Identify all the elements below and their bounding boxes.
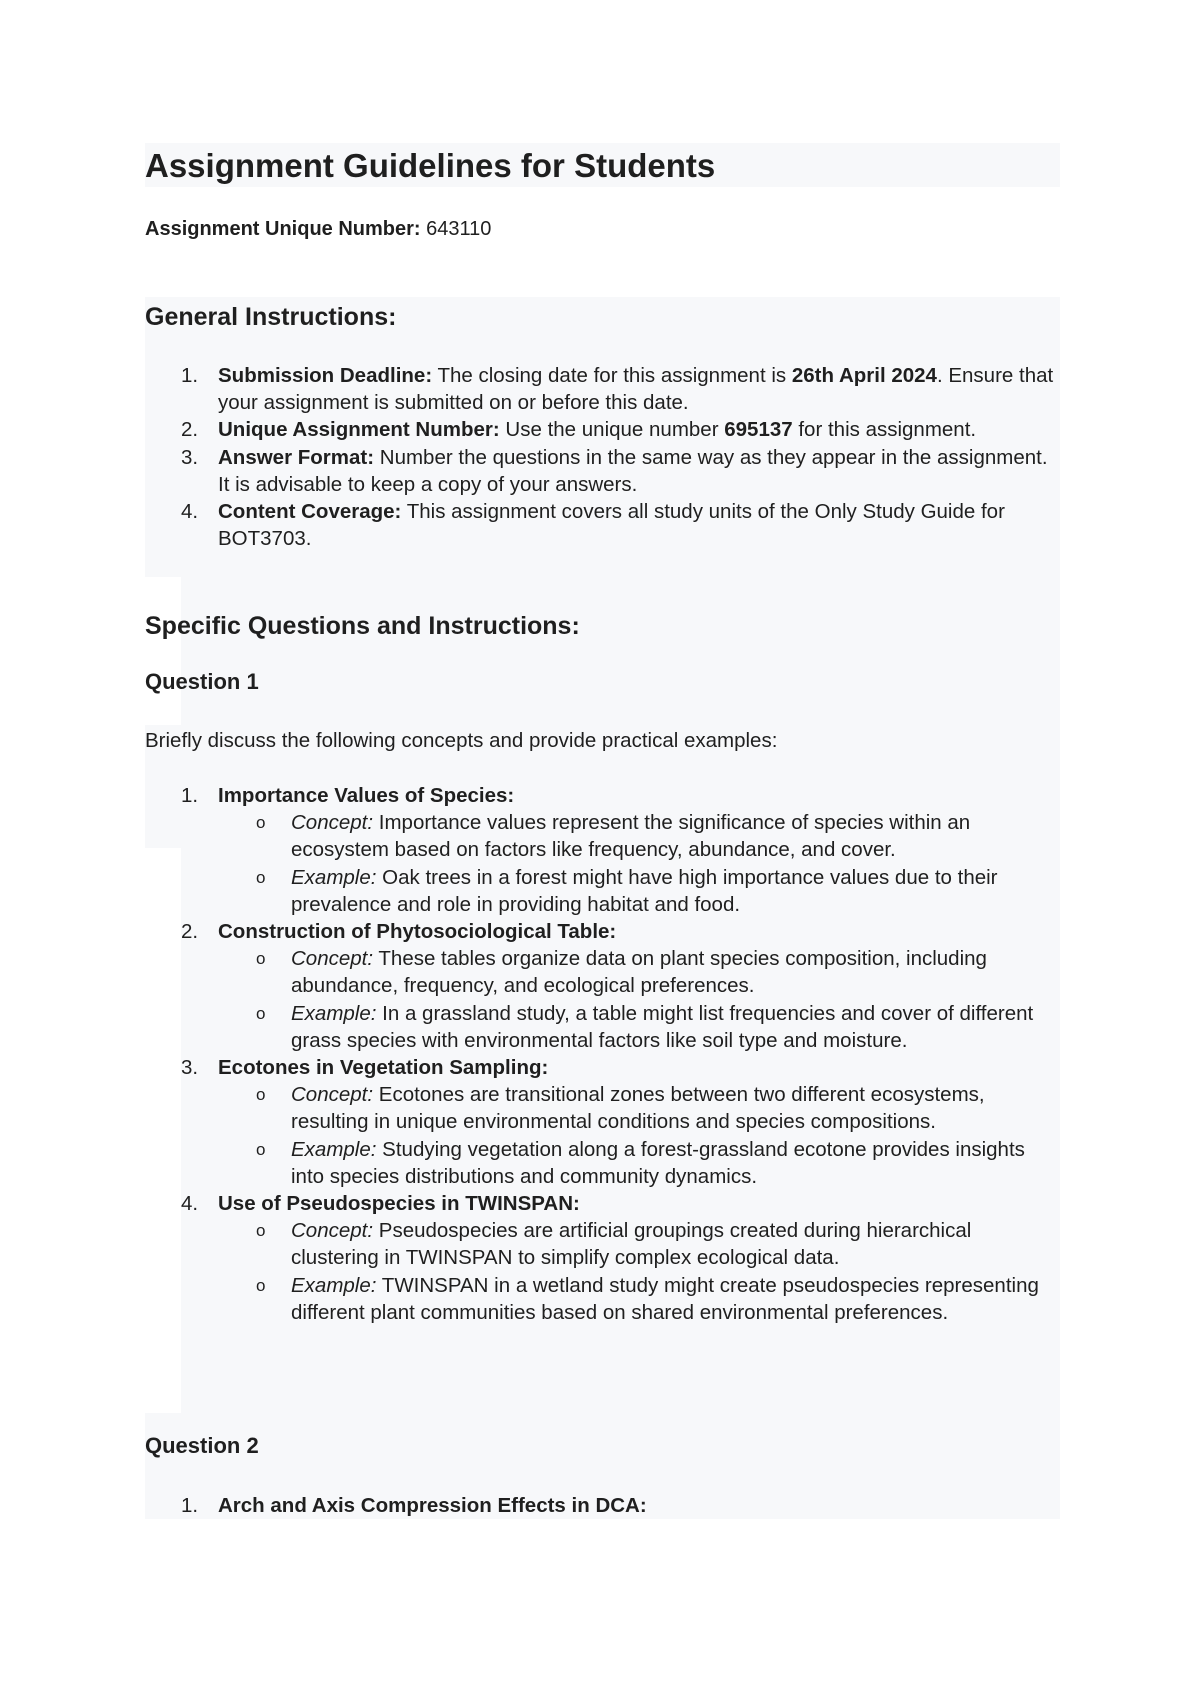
concept-text: Importance values represent the significance of species within an ecosystem based on factors like frequency, abundance, and cover. [291,811,971,862]
unique-number-value: 695137 [724,418,793,442]
example-text: Studying vegetation along a forest-grassland ecotone provides insights into species distributions and community dynamics. [291,1137,1025,1188]
list-item [145,1054,1060,1190]
highlight-gap [145,577,181,725]
bullet-icon: o [256,949,266,969]
item-label: Ecotones in Vegetation Sampling: [218,1056,549,1080]
example-text: Oak trees in a forest might have high importance values due to their prevalence and role in providing habitat and food. [291,865,998,916]
sub-item [218,809,1060,863]
bullet-icon: o [256,1275,266,1295]
item-label: Arch and Axis Compression Effects in DCA: [218,1494,647,1517]
list-item [145,782,1060,918]
item-label: Construction of Phytosociological Table: [218,920,617,944]
bullet-icon: o [256,1003,266,1023]
assignment-unique-label: Assignment Unique Number: [145,218,421,240]
sub-list [218,1217,1060,1326]
list-item [145,918,1060,1054]
deadline-date: 26th April 2024 [791,364,937,387]
example-text: In a grassland study, a table might list frequencies and cover of different grass species with environmental factors like soil type and moisture. [291,1001,1034,1052]
item-label: Content Coverage: [218,500,402,524]
bullet-icon: o [256,1139,266,1159]
sub-item [218,864,1060,918]
item-number: 4. [181,500,199,524]
item-label: Answer Format: [218,445,375,469]
page-title: Assignment Guidelines for Students [145,147,716,184]
concept-text: These tables organize data on plant species composition, including abundance, frequency, and ecological preferences. [291,947,987,998]
item-text: The closing date for this assignment is [437,364,787,387]
sub-item [218,1081,1060,1135]
sub-item [218,1217,1060,1271]
question-1-list [145,782,1060,1326]
example-label: Example: [291,865,377,889]
item-label: Importance Values of Species: [218,784,515,807]
item-number: 3. [181,445,199,469]
list-item [145,1492,1060,1519]
item-label: Submission Deadline: [218,364,433,387]
sub-item [218,1000,1060,1054]
sub-list [218,945,1060,1054]
item-number: 3. [181,1056,199,1080]
question-2-heading: Question 2 [145,1433,259,1458]
list-item [145,416,1060,443]
item-number: 4. [181,1192,199,1216]
bullet-icon: o [256,813,266,833]
concept-text: Pseudospecies are artificial groupings created during hierarchical clustering in TWINSPAN to simplify complex ecological data. [291,1219,972,1270]
question-1-heading: Question 1 [145,669,259,694]
assignment-unique-number [145,216,491,242]
specific-questions-heading: Specific Questions and Instructions: [145,612,580,640]
concept-label: Concept: [291,947,374,971]
item-number: 1. [181,784,199,807]
concept-label: Concept: [291,811,374,835]
list-item [145,1190,1060,1326]
example-label: Example: [291,1137,377,1161]
concept-label: Concept: [291,1219,374,1243]
sub-item [218,945,1060,999]
question-2-list [145,1492,1060,1519]
example-label: Example: [291,1273,377,1297]
list-item [145,498,1060,552]
question-1-intro: Briefly discuss the following concepts and provide practical examples: [145,729,778,752]
item-number: 1. [181,1494,199,1517]
sub-list [218,809,1060,918]
item-number: 2. [181,920,199,944]
bullet-icon: o [256,1221,266,1241]
list-item [145,444,1060,498]
assignment-unique-value: 643110 [426,218,492,240]
example-label: Example: [291,1001,377,1025]
general-instructions-heading: General Instructions: [145,303,397,331]
bullet-icon: o [256,867,266,887]
sub-item [218,1272,1060,1326]
item-text: . Ensure that your assignment is submitted on or before this date. [218,364,1054,415]
concept-text: Ecotones are transitional zones between two different ecosystems, resulting in unique environmental conditions and species compositions. [291,1083,985,1134]
sub-item [218,1136,1060,1190]
example-text: TWINSPAN in a wetland study might create pseudospecies representing different plant communities based on shared environmental preferences. [291,1273,1039,1324]
item-text: Number the questions in the same way as they appear in the assignment. It is advisable to keep a copy of your answers. [218,445,1048,496]
item-text: Use the unique number [505,418,719,442]
list-item [145,362,1060,416]
item-text: for this assignment. [798,418,977,442]
item-label: Use of Pseudospecies in TWINSPAN: [218,1192,580,1216]
item-text: This assignment covers all study units of the Only Study Guide for BOT3703. [218,500,1005,551]
item-label: Unique Assignment Number: [218,418,500,442]
general-instructions-list [145,362,1060,552]
item-number: 1. [181,364,199,387]
item-number: 2. [181,418,199,442]
bullet-icon: o [256,1085,266,1105]
concept-label: Concept: [291,1083,374,1107]
sub-list [218,1081,1060,1190]
